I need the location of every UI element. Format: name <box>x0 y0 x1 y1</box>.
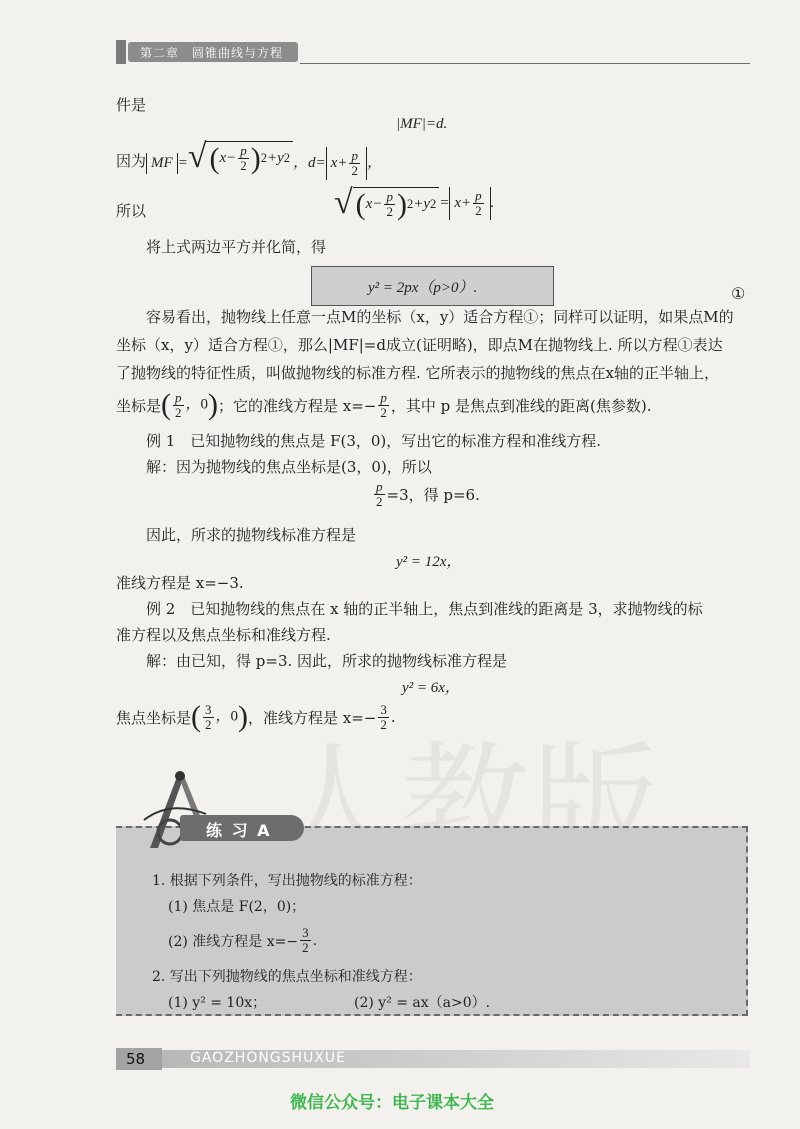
directrix-text: ；它的准线方程是 x=− <box>218 396 377 415</box>
exercise-q1b: (2) 准线方程是 x=− $\frac{3}{2}$ . <box>168 925 318 955</box>
equation-mf-d: |MF|=d. <box>396 116 448 132</box>
so-equation: √ ( x− $\frac{p}{2}$ ) 2 +y 2 = x+ $\frac{p}{2}$ . <box>334 184 495 221</box>
example-1-therefore: 因此，所求的抛物线标准方程是 <box>146 526 357 544</box>
standard-equation: y² = 2px（p>0）. <box>368 280 478 296</box>
example-1-equation: $\frac{p}{2}$ =3，得 p=6. <box>376 479 480 509</box>
header-accent <box>116 40 126 64</box>
example-1-directrix: 准线方程是 x=−3. <box>116 574 244 592</box>
example-1-equation-2: y² = 12x， <box>396 554 462 570</box>
wechat-caption: 微信公众号：电子课本大全 <box>290 1093 494 1113</box>
because-line <box>116 140 382 180</box>
exercise-q2a: (1) y² = 10x； <box>168 995 267 1011</box>
focus-coords-label: 坐标是 <box>116 396 162 415</box>
exercise-title: 练 习 A <box>206 821 272 840</box>
example-2-line-1: 例 2 已知抛物线的焦点在 x 轴的正半轴上，焦点到准线的距离是 3，求抛物线的标 <box>146 600 703 618</box>
paragraph-tail: ，其中 p 是焦点到准线的距离(焦参数). <box>390 396 652 415</box>
example-2-focus-line: 焦点坐标是 ( $\frac{3}{2}$ ，0) ，准线方程是 x=− $\frac{3}{2}$ . <box>116 700 396 733</box>
example-2-solution: 解：由已知，得 p=3. 因此，所求的抛物线标准方程是 <box>146 652 508 670</box>
focus-coords: ( $\frac{p}{2}$ ，0) <box>161 388 219 421</box>
paragraph-line-1: 容易看出，抛物线上任意一点M的坐标（x，y）适合方程①；同样可以证明，如果点M的 <box>146 308 734 326</box>
exercise-q2b: (2) y² = ax（a>0）. <box>354 995 491 1011</box>
paragraph-line-2: 坐标（x，y）适合方程①，那么|MF|=d成立(证明略)，即点M在抛物线上. 所以方程①表达 <box>116 336 723 354</box>
paragraph-line-4 <box>116 390 652 420</box>
header-rule <box>300 63 750 64</box>
mf-sqrt-expression: MF = √ ( x− $\frac{p}{2}$ ) 2 +y 2 ，d= x+ $\frac{p}{2}$ ， <box>146 140 382 180</box>
chapter-title: 第二章 圆锥曲线与方程 <box>140 46 284 60</box>
directrix-fraction: $\frac{p}{2}$ <box>380 389 387 420</box>
example-2-equation: y² = 6x， <box>402 680 460 696</box>
exercise-q1a: (1) 焦点是 F(2，0)； <box>168 899 306 915</box>
so-label: 所以 <box>116 202 147 220</box>
equation-label: ① <box>731 284 746 303</box>
example-1: 例 1 已知抛物线的焦点是 F(3，0)，写出它的标准方程和准线方程. <box>146 432 602 450</box>
because-prefix: 因为 <box>116 151 147 170</box>
text-line-1: 件是 <box>116 96 147 114</box>
publisher-watermark: 人教版 <box>270 728 661 880</box>
footer-series-name: GAOZHONGSHUXUE <box>190 1050 347 1066</box>
paragraph-line-3: 了抛物线的特征性质，叫做抛物线的标准方程. 它所表示的抛物线的焦点在x轴的正半轴上， <box>116 364 719 382</box>
example-1-solution: 解：因为抛物线的焦点坐标是(3，0)，所以 <box>146 458 432 476</box>
exercise-q1: 1. 根据下列条件，写出抛物线的标准方程： <box>152 873 422 889</box>
exercise-q2: 2. 写出下列抛物线的焦点坐标和准线方程： <box>152 969 422 985</box>
exercise-panel <box>116 826 748 1016</box>
page-number: 58 <box>126 1050 146 1068</box>
square-simplify-line: 将上式两边平方并化简，得 <box>146 238 327 256</box>
example-2-line-2: 准方程以及焦点坐标和准线方程. <box>116 626 331 644</box>
